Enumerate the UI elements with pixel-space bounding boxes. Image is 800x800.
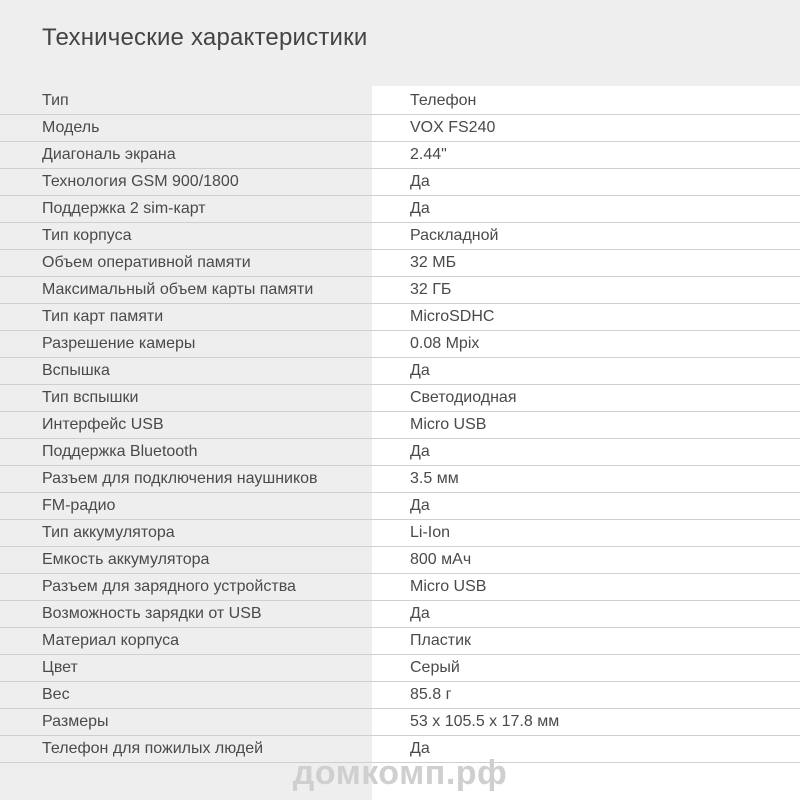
spec-label: Тип bbox=[42, 92, 69, 109]
spec-label: Диагональ экрана bbox=[42, 146, 176, 163]
spec-value: VOX FS240 bbox=[410, 119, 496, 136]
spec-value: 32 ГБ bbox=[410, 281, 452, 298]
spec-label: Материал корпуса bbox=[42, 632, 179, 649]
spec-label: Размеры bbox=[42, 713, 109, 730]
spec-value: Да bbox=[410, 497, 430, 514]
spec-value: 800 мАч bbox=[410, 551, 472, 568]
spec-value: MicroSDHC bbox=[410, 308, 495, 325]
spec-label: Разрешение камеры bbox=[42, 335, 196, 352]
spec-row bbox=[0, 304, 800, 331]
spec-row bbox=[0, 601, 800, 628]
spec-label: Возможность зарядки от USB bbox=[42, 605, 262, 622]
spec-row bbox=[0, 196, 800, 223]
spec-value: Светодиодная bbox=[410, 389, 517, 406]
spec-row bbox=[0, 439, 800, 466]
spec-value: Li-Ion bbox=[410, 524, 451, 541]
spec-value: Да bbox=[410, 443, 430, 460]
spec-table bbox=[0, 88, 800, 763]
spec-row bbox=[0, 385, 800, 412]
spec-label: Технология GSM 900/1800 bbox=[42, 173, 239, 190]
spec-label: Модель bbox=[42, 119, 100, 136]
spec-row bbox=[0, 88, 800, 115]
spec-value: Пластик bbox=[410, 632, 471, 649]
spec-row bbox=[0, 628, 800, 655]
spec-row bbox=[0, 655, 800, 682]
spec-label: Объем оперативной памяти bbox=[42, 254, 251, 271]
spec-row bbox=[0, 493, 800, 520]
spec-value: Micro USB bbox=[410, 416, 487, 433]
spec-label: Тип корпуса bbox=[42, 227, 132, 244]
spec-row bbox=[0, 466, 800, 493]
spec-row bbox=[0, 169, 800, 196]
spec-label: Емкость аккумулятора bbox=[42, 551, 210, 568]
spec-row bbox=[0, 277, 800, 304]
spec-label: Телефон для пожилых людей bbox=[42, 740, 264, 757]
spec-value: Да bbox=[410, 605, 430, 622]
spec-label: Интерфейс USB bbox=[42, 416, 164, 433]
spec-value: Серый bbox=[410, 659, 460, 676]
spec-value: Да bbox=[410, 200, 430, 217]
header bbox=[0, 0, 800, 86]
spec-row bbox=[0, 682, 800, 709]
spec-value: 53 x 105.5 x 17.8 мм bbox=[410, 713, 560, 730]
page-title: Технические характеристики bbox=[42, 24, 368, 51]
spec-row bbox=[0, 709, 800, 736]
spec-label: Тип аккумулятора bbox=[42, 524, 175, 541]
spec-label: Вспышка bbox=[42, 362, 110, 379]
spec-value: Micro USB bbox=[410, 578, 487, 595]
spec-label: Тип карт памяти bbox=[42, 308, 164, 325]
spec-label: Максимальный объем карты памяти bbox=[42, 281, 314, 298]
spec-value: Раскладной bbox=[410, 227, 499, 244]
spec-row bbox=[0, 331, 800, 358]
spec-value: 3.5 мм bbox=[410, 470, 459, 487]
spec-label: Вес bbox=[42, 686, 70, 703]
spec-row bbox=[0, 142, 800, 169]
spec-label: Разъем для подключения наушников bbox=[42, 470, 318, 487]
spec-label: Разъем для зарядного устройства bbox=[42, 578, 296, 595]
spec-value: Телефон bbox=[410, 92, 477, 109]
spec-value: Да bbox=[410, 740, 430, 757]
spec-value: 85.8 г bbox=[410, 686, 452, 703]
spec-label: Цвет bbox=[42, 659, 78, 676]
site-watermark: домкомп.рф bbox=[292, 754, 508, 792]
spec-value: 0.08 Mpix bbox=[410, 335, 480, 352]
spec-row bbox=[0, 358, 800, 385]
spec-row bbox=[0, 574, 800, 601]
spec-row bbox=[0, 223, 800, 250]
spec-label: Тип вспышки bbox=[42, 389, 139, 406]
spec-row bbox=[0, 115, 800, 142]
spec-label: FM-радио bbox=[42, 497, 116, 514]
spec-value: Да bbox=[410, 173, 430, 190]
spec-value: 2.44" bbox=[410, 146, 447, 163]
spec-label: Поддержка 2 sim-карт bbox=[42, 200, 206, 217]
spec-row bbox=[0, 520, 800, 547]
spec-row bbox=[0, 547, 800, 574]
spec-value: Да bbox=[410, 362, 430, 379]
spec-row bbox=[0, 250, 800, 277]
spec-value: 32 МБ bbox=[410, 254, 457, 271]
spec-label: Поддержка Bluetooth bbox=[42, 443, 198, 460]
spec-row bbox=[0, 412, 800, 439]
